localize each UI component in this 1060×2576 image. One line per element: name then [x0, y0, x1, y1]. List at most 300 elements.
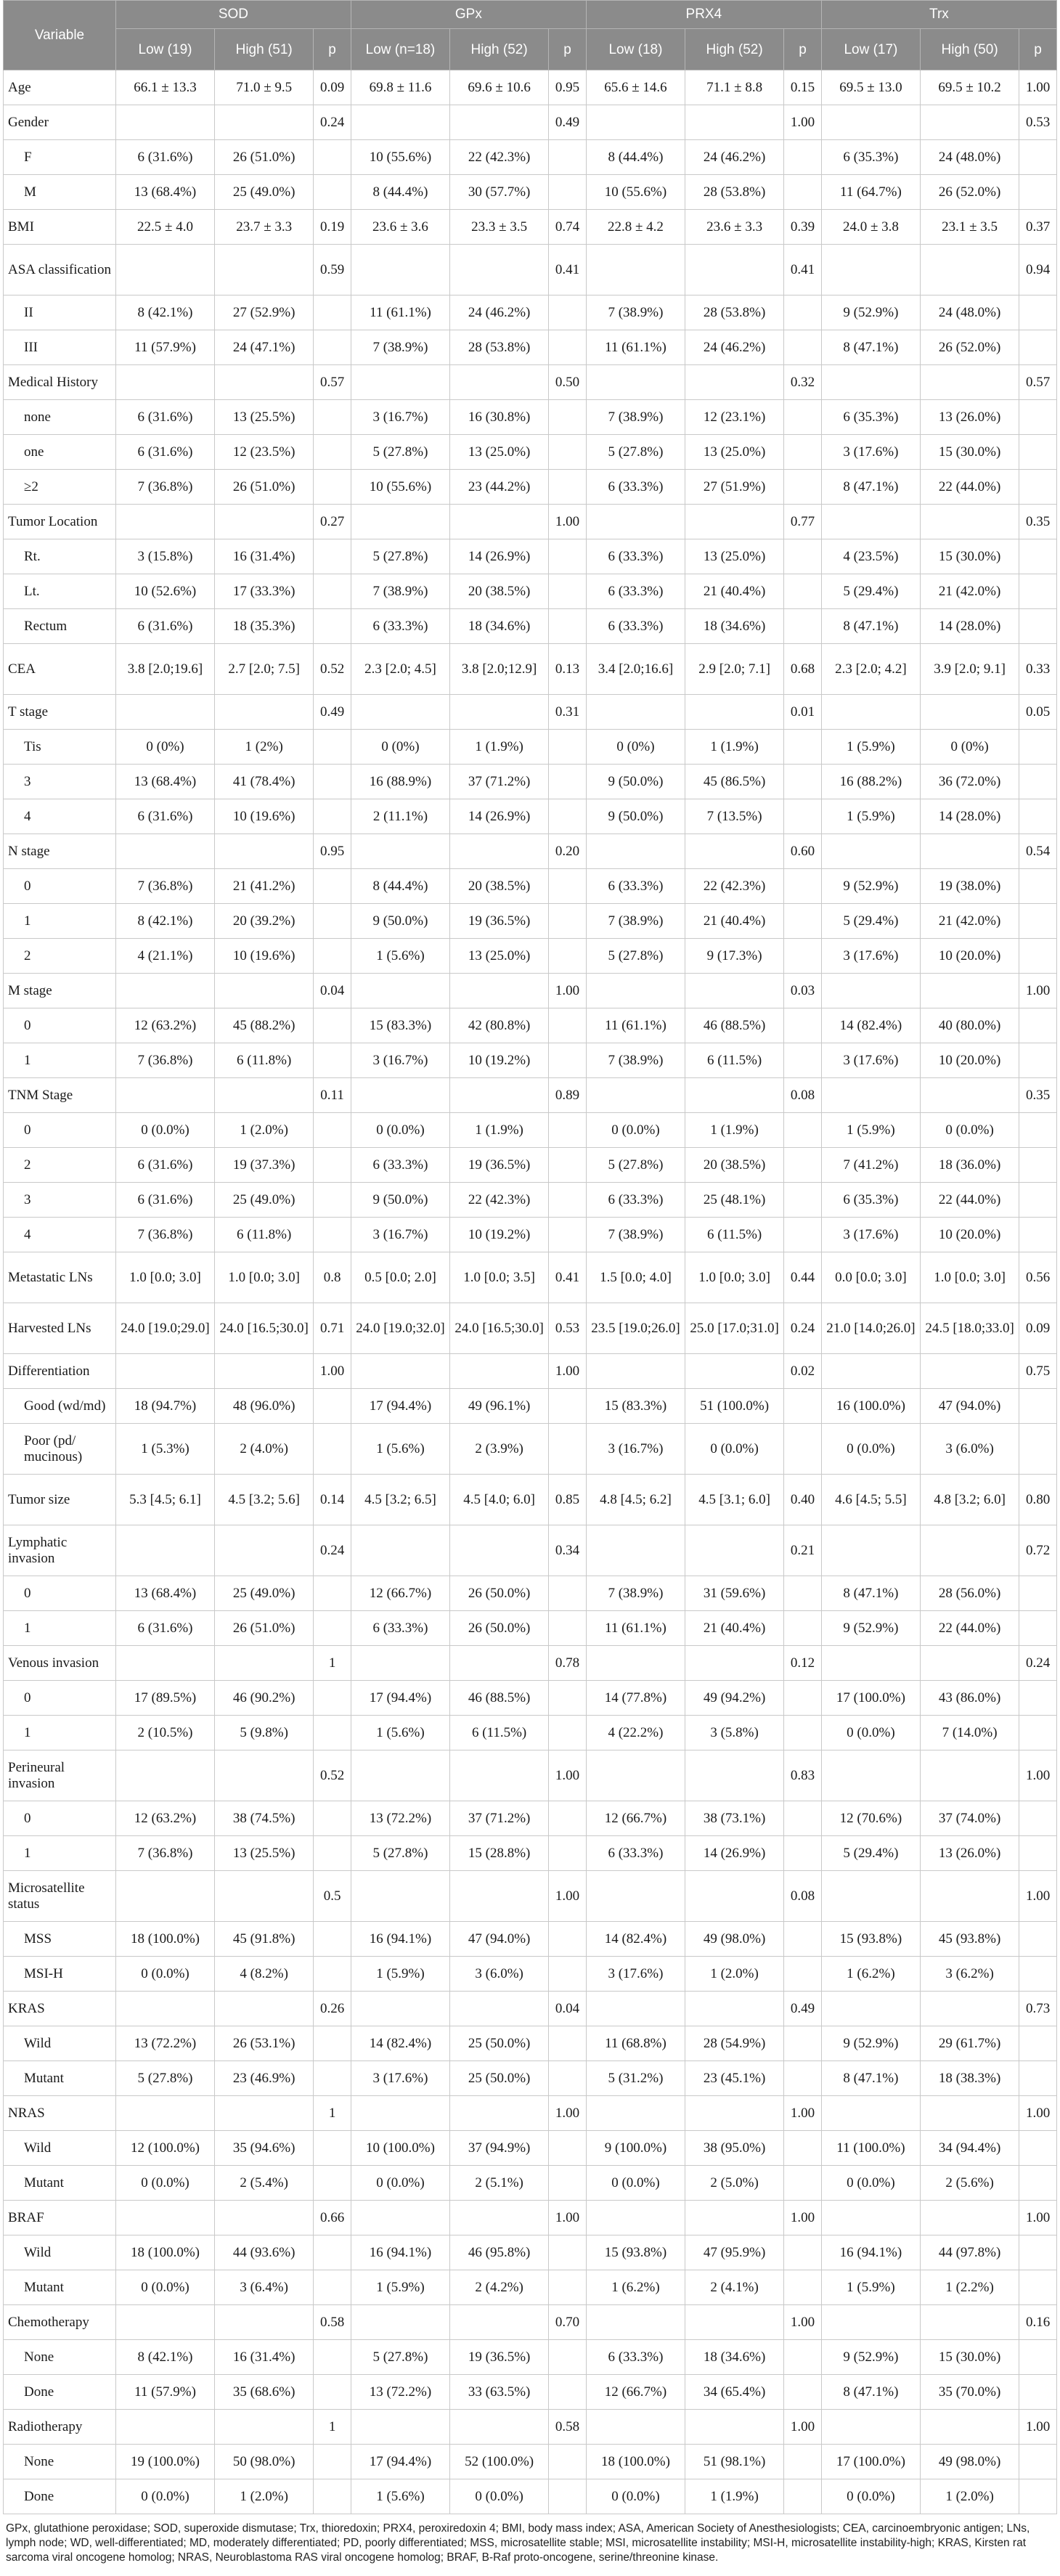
p-value-cell: [784, 2026, 822, 2061]
value-cell: 35 (94.6%): [215, 2131, 314, 2166]
value-cell: 6 (31.6%): [115, 609, 214, 644]
value-cell: [351, 974, 449, 1008]
p-value-cell: [1019, 2445, 1057, 2479]
p-value-cell: 0.13: [549, 644, 587, 695]
value-cell: [685, 1871, 784, 1922]
value-cell: 3 (17.6%): [821, 1218, 920, 1252]
value-cell: [450, 2096, 549, 2131]
p-value-cell: [549, 1389, 587, 1424]
p-value-cell: [784, 470, 822, 505]
value-cell: 16 (31.4%): [215, 2340, 314, 2375]
value-cell: 17 (100.0%): [821, 2445, 920, 2479]
value-cell: 22 (44.0%): [921, 470, 1019, 505]
p-value-cell: [784, 939, 822, 974]
value-cell: 1.0 [0.0; 3.0]: [685, 1252, 784, 1303]
p-value-cell: 0.57: [1019, 365, 1057, 400]
p-value-cell: [784, 1576, 822, 1611]
value-cell: 5.3 [4.5; 6.1]: [115, 1475, 214, 1525]
value-cell: 0 (0.0%): [115, 1113, 214, 1148]
p-value-cell: [1019, 869, 1057, 904]
value-cell: 1 (1.9%): [685, 2479, 784, 2514]
p-value-cell: 0.08: [784, 1078, 822, 1113]
table-subrow: [4, 1183, 1057, 1218]
row-label: ASA classification: [4, 245, 116, 295]
p-value-cell: 0.33: [1019, 644, 1057, 695]
row-label: 4: [4, 799, 116, 834]
p-value-cell: [549, 2131, 587, 2166]
value-cell: 7 (36.8%): [115, 869, 214, 904]
value-cell: [821, 365, 920, 400]
p-value-cell: 1.00: [1019, 2096, 1057, 2131]
value-cell: 2.3 [2.0; 4.5]: [351, 644, 449, 695]
row-label: Wild: [4, 2235, 116, 2270]
value-cell: 6 (31.6%): [115, 799, 214, 834]
value-cell: [586, 1871, 685, 1922]
p-value-cell: 0.89: [549, 1078, 587, 1113]
p-value-cell: [784, 435, 822, 470]
p-value-cell: 0.34: [549, 1525, 587, 1576]
value-cell: 1 (2.0%): [921, 2479, 1019, 2514]
p-value-cell: 0.04: [314, 974, 351, 1008]
value-cell: 51 (100.0%): [685, 1389, 784, 1424]
value-cell: 0 (0.0%): [115, 2166, 214, 2201]
value-cell: 10 (19.2%): [450, 1043, 549, 1078]
value-cell: 2 (4.2%): [450, 2270, 549, 2305]
p-value-cell: [549, 609, 587, 644]
table-subrow: [4, 1801, 1057, 1836]
p-value-cell: 0.37: [1019, 210, 1057, 245]
value-cell: 47 (94.0%): [450, 1922, 549, 1957]
p-value-cell: [549, 2270, 587, 2305]
p-value-cell: [549, 1218, 587, 1252]
value-cell: 50 (98.0%): [215, 2445, 314, 2479]
value-cell: 23.5 [19.0;26.0]: [586, 1303, 685, 1354]
value-cell: 51 (98.1%): [685, 2445, 784, 2479]
p-value-cell: 0.16: [1019, 2305, 1057, 2340]
p-value-cell: [1019, 435, 1057, 470]
table-subrow: [4, 330, 1057, 365]
value-cell: 2 (10.5%): [115, 1716, 214, 1750]
value-cell: 24 (48.0%): [921, 140, 1019, 175]
value-cell: 6 (33.3%): [586, 1836, 685, 1871]
value-cell: 10 (52.6%): [115, 574, 214, 609]
header-group-sod: SOD: [115, 1, 351, 29]
value-cell: 14 (82.4%): [586, 1922, 685, 1957]
table-row: [4, 1303, 1057, 1354]
p-value-cell: [549, 2166, 587, 2201]
p-value-cell: 0.94: [1019, 245, 1057, 295]
table-subrow: [4, 1148, 1057, 1183]
p-value-cell: [314, 2131, 351, 2166]
p-value-cell: [314, 1681, 351, 1716]
value-cell: [821, 2305, 920, 2340]
p-value-cell: [549, 574, 587, 609]
p-value-cell: 1.00: [784, 105, 822, 140]
value-cell: [685, 2410, 784, 2445]
value-cell: 20 (38.5%): [685, 1148, 784, 1183]
value-cell: [115, 1750, 214, 1801]
p-value-cell: 1.00: [1019, 1871, 1057, 1922]
p-value-cell: [314, 1218, 351, 1252]
p-value-cell: [1019, 1836, 1057, 1871]
p-value-cell: [314, 1957, 351, 1992]
value-cell: [685, 1354, 784, 1389]
p-value-cell: [1019, 2131, 1057, 2166]
header-prx4-high: High (52): [685, 29, 784, 70]
row-label: TNM Stage: [4, 1078, 116, 1113]
value-cell: [450, 1525, 549, 1576]
value-cell: 3 (15.8%): [115, 539, 214, 574]
table-subrow: [4, 1008, 1057, 1043]
table-row: [4, 1871, 1057, 1922]
row-label: F: [4, 140, 116, 175]
value-cell: 1 (2.0%): [685, 1957, 784, 1992]
value-cell: 11 (61.1%): [586, 1611, 685, 1646]
value-cell: [586, 2201, 685, 2235]
header-prx4-low: Low (18): [586, 29, 685, 70]
p-value-cell: 0.74: [549, 210, 587, 245]
p-value-cell: [784, 1218, 822, 1252]
value-cell: 0 (0.0%): [351, 2166, 449, 2201]
value-cell: 0 (0.0%): [115, 2270, 214, 2305]
table-subrow: [4, 435, 1057, 470]
value-cell: 33 (63.5%): [450, 2375, 549, 2410]
p-value-cell: [1019, 1801, 1057, 1836]
value-cell: 18 (100.0%): [115, 2235, 214, 2270]
p-value-cell: [549, 1113, 587, 1148]
value-cell: 12 (66.7%): [586, 1801, 685, 1836]
p-value-cell: [549, 470, 587, 505]
row-label: 1: [4, 904, 116, 939]
value-cell: 38 (95.0%): [685, 2131, 784, 2166]
header-variable: Variable: [4, 1, 116, 70]
value-cell: 0 (0.0%): [586, 2479, 685, 2514]
row-label: 0: [4, 1801, 116, 1836]
value-cell: 1 (2.0%): [215, 1113, 314, 1148]
value-cell: 3.8 [2.0;19.6]: [115, 644, 214, 695]
p-value-cell: [784, 1957, 822, 1992]
value-cell: 17 (33.3%): [215, 574, 314, 609]
header-trx-high: High (50): [921, 29, 1019, 70]
value-cell: 1 (5.9%): [821, 1113, 920, 1148]
p-value-cell: [1019, 1148, 1057, 1183]
value-cell: 9 (52.9%): [821, 2026, 920, 2061]
value-cell: 27 (51.9%): [685, 470, 784, 505]
value-cell: 0 (0%): [586, 730, 685, 765]
value-cell: [351, 834, 449, 869]
value-cell: [115, 2096, 214, 2131]
value-cell: 5 (27.8%): [586, 435, 685, 470]
value-cell: 17 (89.5%): [115, 1681, 214, 1716]
p-value-cell: [1019, 295, 1057, 330]
p-value-cell: [549, 1611, 587, 1646]
value-cell: 17 (94.4%): [351, 1389, 449, 1424]
row-label: 0: [4, 1681, 116, 1716]
value-cell: [685, 245, 784, 295]
value-cell: 8 (47.1%): [821, 330, 920, 365]
value-cell: 46 (90.2%): [215, 1681, 314, 1716]
value-cell: 5 (29.4%): [821, 904, 920, 939]
value-cell: 14 (82.4%): [351, 2026, 449, 2061]
p-value-cell: [314, 765, 351, 799]
p-value-cell: [784, 1922, 822, 1957]
value-cell: 2.3 [2.0; 4.2]: [821, 644, 920, 695]
p-value-cell: [784, 799, 822, 834]
p-value-cell: 0.78: [549, 1646, 587, 1681]
value-cell: [450, 505, 549, 539]
value-cell: 6 (35.3%): [821, 400, 920, 435]
value-cell: [215, 245, 314, 295]
p-value-cell: [314, 175, 351, 210]
p-value-cell: 0.05: [1019, 695, 1057, 730]
value-cell: 46 (95.8%): [450, 2235, 549, 2270]
value-cell: 12 (63.2%): [115, 1801, 214, 1836]
value-cell: [115, 245, 214, 295]
value-cell: 15 (30.0%): [921, 2340, 1019, 2375]
value-cell: 20 (38.5%): [450, 869, 549, 904]
p-value-cell: 0.14: [314, 1475, 351, 1525]
table-subrow: [4, 1611, 1057, 1646]
table-row: [4, 2410, 1057, 2445]
value-cell: [450, 245, 549, 295]
p-value-cell: [784, 765, 822, 799]
row-label: Lt.: [4, 574, 116, 609]
value-cell: 26 (50.0%): [450, 1576, 549, 1611]
p-value-cell: [314, 1922, 351, 1957]
p-value-cell: [314, 2340, 351, 2375]
p-value-cell: 0.12: [784, 1646, 822, 1681]
value-cell: [685, 105, 784, 140]
table-row: [4, 1646, 1057, 1681]
value-cell: 6 (33.3%): [586, 609, 685, 644]
row-label: Tumor Location: [4, 505, 116, 539]
p-value-cell: [549, 904, 587, 939]
value-cell: 35 (68.6%): [215, 2375, 314, 2410]
value-cell: 17 (94.4%): [351, 2445, 449, 2479]
row-label: Rt.: [4, 539, 116, 574]
value-cell: [685, 1078, 784, 1113]
value-cell: 5 (27.8%): [351, 539, 449, 574]
value-cell: [921, 505, 1019, 539]
value-cell: 10 (55.6%): [351, 470, 449, 505]
p-value-cell: 0.19: [314, 210, 351, 245]
value-cell: 10 (20.0%): [921, 1218, 1019, 1252]
value-cell: 13 (25.0%): [685, 435, 784, 470]
row-label: none: [4, 400, 116, 435]
value-cell: [921, 1992, 1019, 2026]
value-cell: 28 (53.8%): [685, 295, 784, 330]
row-label: 0: [4, 1576, 116, 1611]
value-cell: [351, 1646, 449, 1681]
p-value-cell: [784, 1148, 822, 1183]
value-cell: [215, 1525, 314, 1576]
value-cell: 1 (5.6%): [351, 2479, 449, 2514]
value-cell: 14 (77.8%): [586, 1681, 685, 1716]
value-cell: 26 (50.0%): [450, 1611, 549, 1646]
value-cell: 6 (31.6%): [115, 1183, 214, 1218]
value-cell: 0 (0.0%): [115, 1957, 214, 1992]
value-cell: 66.1 ± 13.3: [115, 70, 214, 105]
p-value-cell: [1019, 2061, 1057, 2096]
p-value-cell: [549, 1681, 587, 1716]
table-row: [4, 974, 1057, 1008]
value-cell: 10 (55.6%): [351, 140, 449, 175]
table-row: [4, 1992, 1057, 2026]
value-cell: 16 (88.2%): [821, 765, 920, 799]
p-value-cell: [314, 1611, 351, 1646]
p-value-cell: 0.75: [1019, 1354, 1057, 1389]
value-cell: 0 (0.0%): [586, 2166, 685, 2201]
value-cell: [450, 1078, 549, 1113]
value-cell: 22 (42.3%): [450, 140, 549, 175]
value-cell: [921, 365, 1019, 400]
value-cell: [921, 2410, 1019, 2445]
table-row: [4, 644, 1057, 695]
value-cell: 18 (38.3%): [921, 2061, 1019, 2096]
p-value-cell: [784, 2131, 822, 2166]
table-row: [4, 365, 1057, 400]
value-cell: [115, 1354, 214, 1389]
p-value-cell: [1019, 1716, 1057, 1750]
p-value-cell: [549, 2375, 587, 2410]
value-cell: 12 (66.7%): [586, 2375, 685, 2410]
value-cell: 24.0 [16.5;30.0]: [450, 1303, 549, 1354]
value-cell: [351, 1992, 449, 2026]
value-cell: 1 (5.3%): [115, 1424, 214, 1475]
table-footnote: GPx, glutathione peroxidase; SOD, superoxide dismutase; Trx, thioredoxin; PRX4, peroxiredoxin 4; BMI, body mass index; ASA, American Society of Anesthesiologists; CEA, carcinoembryonic antigen; LNs, lymph node; WD, well-differentiated; MD, moderately differentiated; PD, poorly differentiated; MSS, microsatellite stable; MSI, microsatellite instability; MSI-H, microsatellite instability-high; KRAS, Kirsten rat sarcoma viral oncogene homolog; NRAS, Neuroblastoma RAS viral oncogene homolog; BRAF, B-Raf proto-oncogene, serine/threonine kinase.: [6, 2522, 1030, 2564]
value-cell: [115, 2305, 214, 2340]
value-cell: 16 (100.0%): [821, 1389, 920, 1424]
value-cell: 2.9 [2.0; 7.1]: [685, 644, 784, 695]
value-cell: 25 (49.0%): [215, 1183, 314, 1218]
p-value-cell: [549, 2479, 587, 2514]
p-value-cell: [784, 1716, 822, 1750]
value-cell: 6 (35.3%): [821, 140, 920, 175]
value-cell: [586, 1992, 685, 2026]
value-cell: 21 (40.4%): [685, 1611, 784, 1646]
p-value-cell: 0.73: [1019, 1992, 1057, 2026]
p-value-cell: [784, 2270, 822, 2305]
value-cell: 22.8 ± 4.2: [586, 210, 685, 245]
value-cell: [450, 974, 549, 1008]
p-value-cell: [1019, 1113, 1057, 1148]
value-cell: [586, 1525, 685, 1576]
row-label: II: [4, 295, 116, 330]
p-value-cell: 0.58: [314, 2305, 351, 2340]
p-value-cell: 0.35: [1019, 1078, 1057, 1113]
value-cell: 23.6 ± 3.6: [351, 210, 449, 245]
p-value-cell: [784, 2445, 822, 2479]
value-cell: 18 (34.6%): [685, 2340, 784, 2375]
value-cell: 24.0 [19.0;32.0]: [351, 1303, 449, 1354]
header-gpx-low: Low (n=18): [351, 29, 449, 70]
value-cell: 0 (0.0%): [821, 1716, 920, 1750]
value-cell: 1.0 [0.0; 3.0]: [115, 1252, 214, 1303]
value-cell: 18 (34.6%): [685, 609, 784, 644]
value-cell: [115, 834, 214, 869]
value-cell: 3 (16.7%): [351, 1218, 449, 1252]
p-value-cell: [784, 2235, 822, 2270]
p-value-cell: 0.44: [784, 1252, 822, 1303]
table-subrow: [4, 470, 1057, 505]
value-cell: [921, 2305, 1019, 2340]
value-cell: 42 (80.8%): [450, 1008, 549, 1043]
value-cell: 43 (86.0%): [921, 1681, 1019, 1716]
p-value-cell: [549, 1183, 587, 1218]
p-value-cell: [549, 330, 587, 365]
p-value-cell: [549, 539, 587, 574]
p-value-cell: [784, 1611, 822, 1646]
value-cell: [115, 505, 214, 539]
value-cell: [215, 1354, 314, 1389]
value-cell: [215, 505, 314, 539]
row-label: N stage: [4, 834, 116, 869]
p-value-cell: [549, 730, 587, 765]
p-value-cell: [784, 400, 822, 435]
table-row: [4, 1252, 1057, 1303]
value-cell: 19 (100.0%): [115, 2445, 214, 2479]
p-value-cell: 0.02: [784, 1354, 822, 1389]
value-cell: 5 (27.8%): [351, 2340, 449, 2375]
value-cell: 0 (0%): [351, 730, 449, 765]
value-cell: 11 (64.7%): [821, 175, 920, 210]
row-label: Chemotherapy: [4, 2305, 116, 2340]
p-value-cell: 0.21: [784, 1525, 822, 1576]
value-cell: [821, 1871, 920, 1922]
p-value-cell: [784, 1043, 822, 1078]
p-value-cell: 1.00: [549, 2096, 587, 2131]
value-cell: 18 (34.6%): [450, 609, 549, 644]
p-value-cell: [784, 2166, 822, 2201]
p-value-cell: [314, 295, 351, 330]
value-cell: [450, 2305, 549, 2340]
value-cell: [685, 2305, 784, 2340]
value-cell: 6 (33.3%): [586, 2340, 685, 2375]
value-cell: 71.1 ± 8.8: [685, 70, 784, 105]
header-trx-p: p: [1019, 29, 1057, 70]
value-cell: [450, 2201, 549, 2235]
value-cell: 65.6 ± 14.6: [586, 70, 685, 105]
p-value-cell: 0.83: [784, 1750, 822, 1801]
value-cell: 14 (28.0%): [921, 609, 1019, 644]
value-cell: [450, 2410, 549, 2445]
p-value-cell: [314, 1183, 351, 1218]
value-cell: [685, 505, 784, 539]
value-cell: 24 (46.2%): [685, 140, 784, 175]
value-cell: [586, 1750, 685, 1801]
value-cell: 22 (44.0%): [921, 1183, 1019, 1218]
p-value-cell: [314, 2235, 351, 2270]
value-cell: 5 (27.8%): [586, 939, 685, 974]
value-cell: [685, 974, 784, 1008]
p-value-cell: [1019, 1043, 1057, 1078]
value-cell: 48 (96.0%): [215, 1389, 314, 1424]
value-cell: 18 (35.3%): [215, 609, 314, 644]
p-value-cell: 0.95: [314, 834, 351, 869]
value-cell: 11 (61.1%): [351, 295, 449, 330]
value-cell: 6 (33.3%): [586, 1183, 685, 1218]
value-cell: 3 (16.7%): [586, 1424, 685, 1475]
value-cell: 19 (38.0%): [921, 869, 1019, 904]
value-cell: 3 (6.2%): [921, 1957, 1019, 1992]
p-value-cell: [314, 2061, 351, 2096]
value-cell: 0 (0.0%): [450, 2479, 549, 2514]
value-cell: 9 (17.3%): [685, 939, 784, 974]
value-cell: 1 (1.9%): [685, 1113, 784, 1148]
p-value-cell: 1.00: [784, 2305, 822, 2340]
p-value-cell: 1.00: [784, 2096, 822, 2131]
row-label: Tis: [4, 730, 116, 765]
